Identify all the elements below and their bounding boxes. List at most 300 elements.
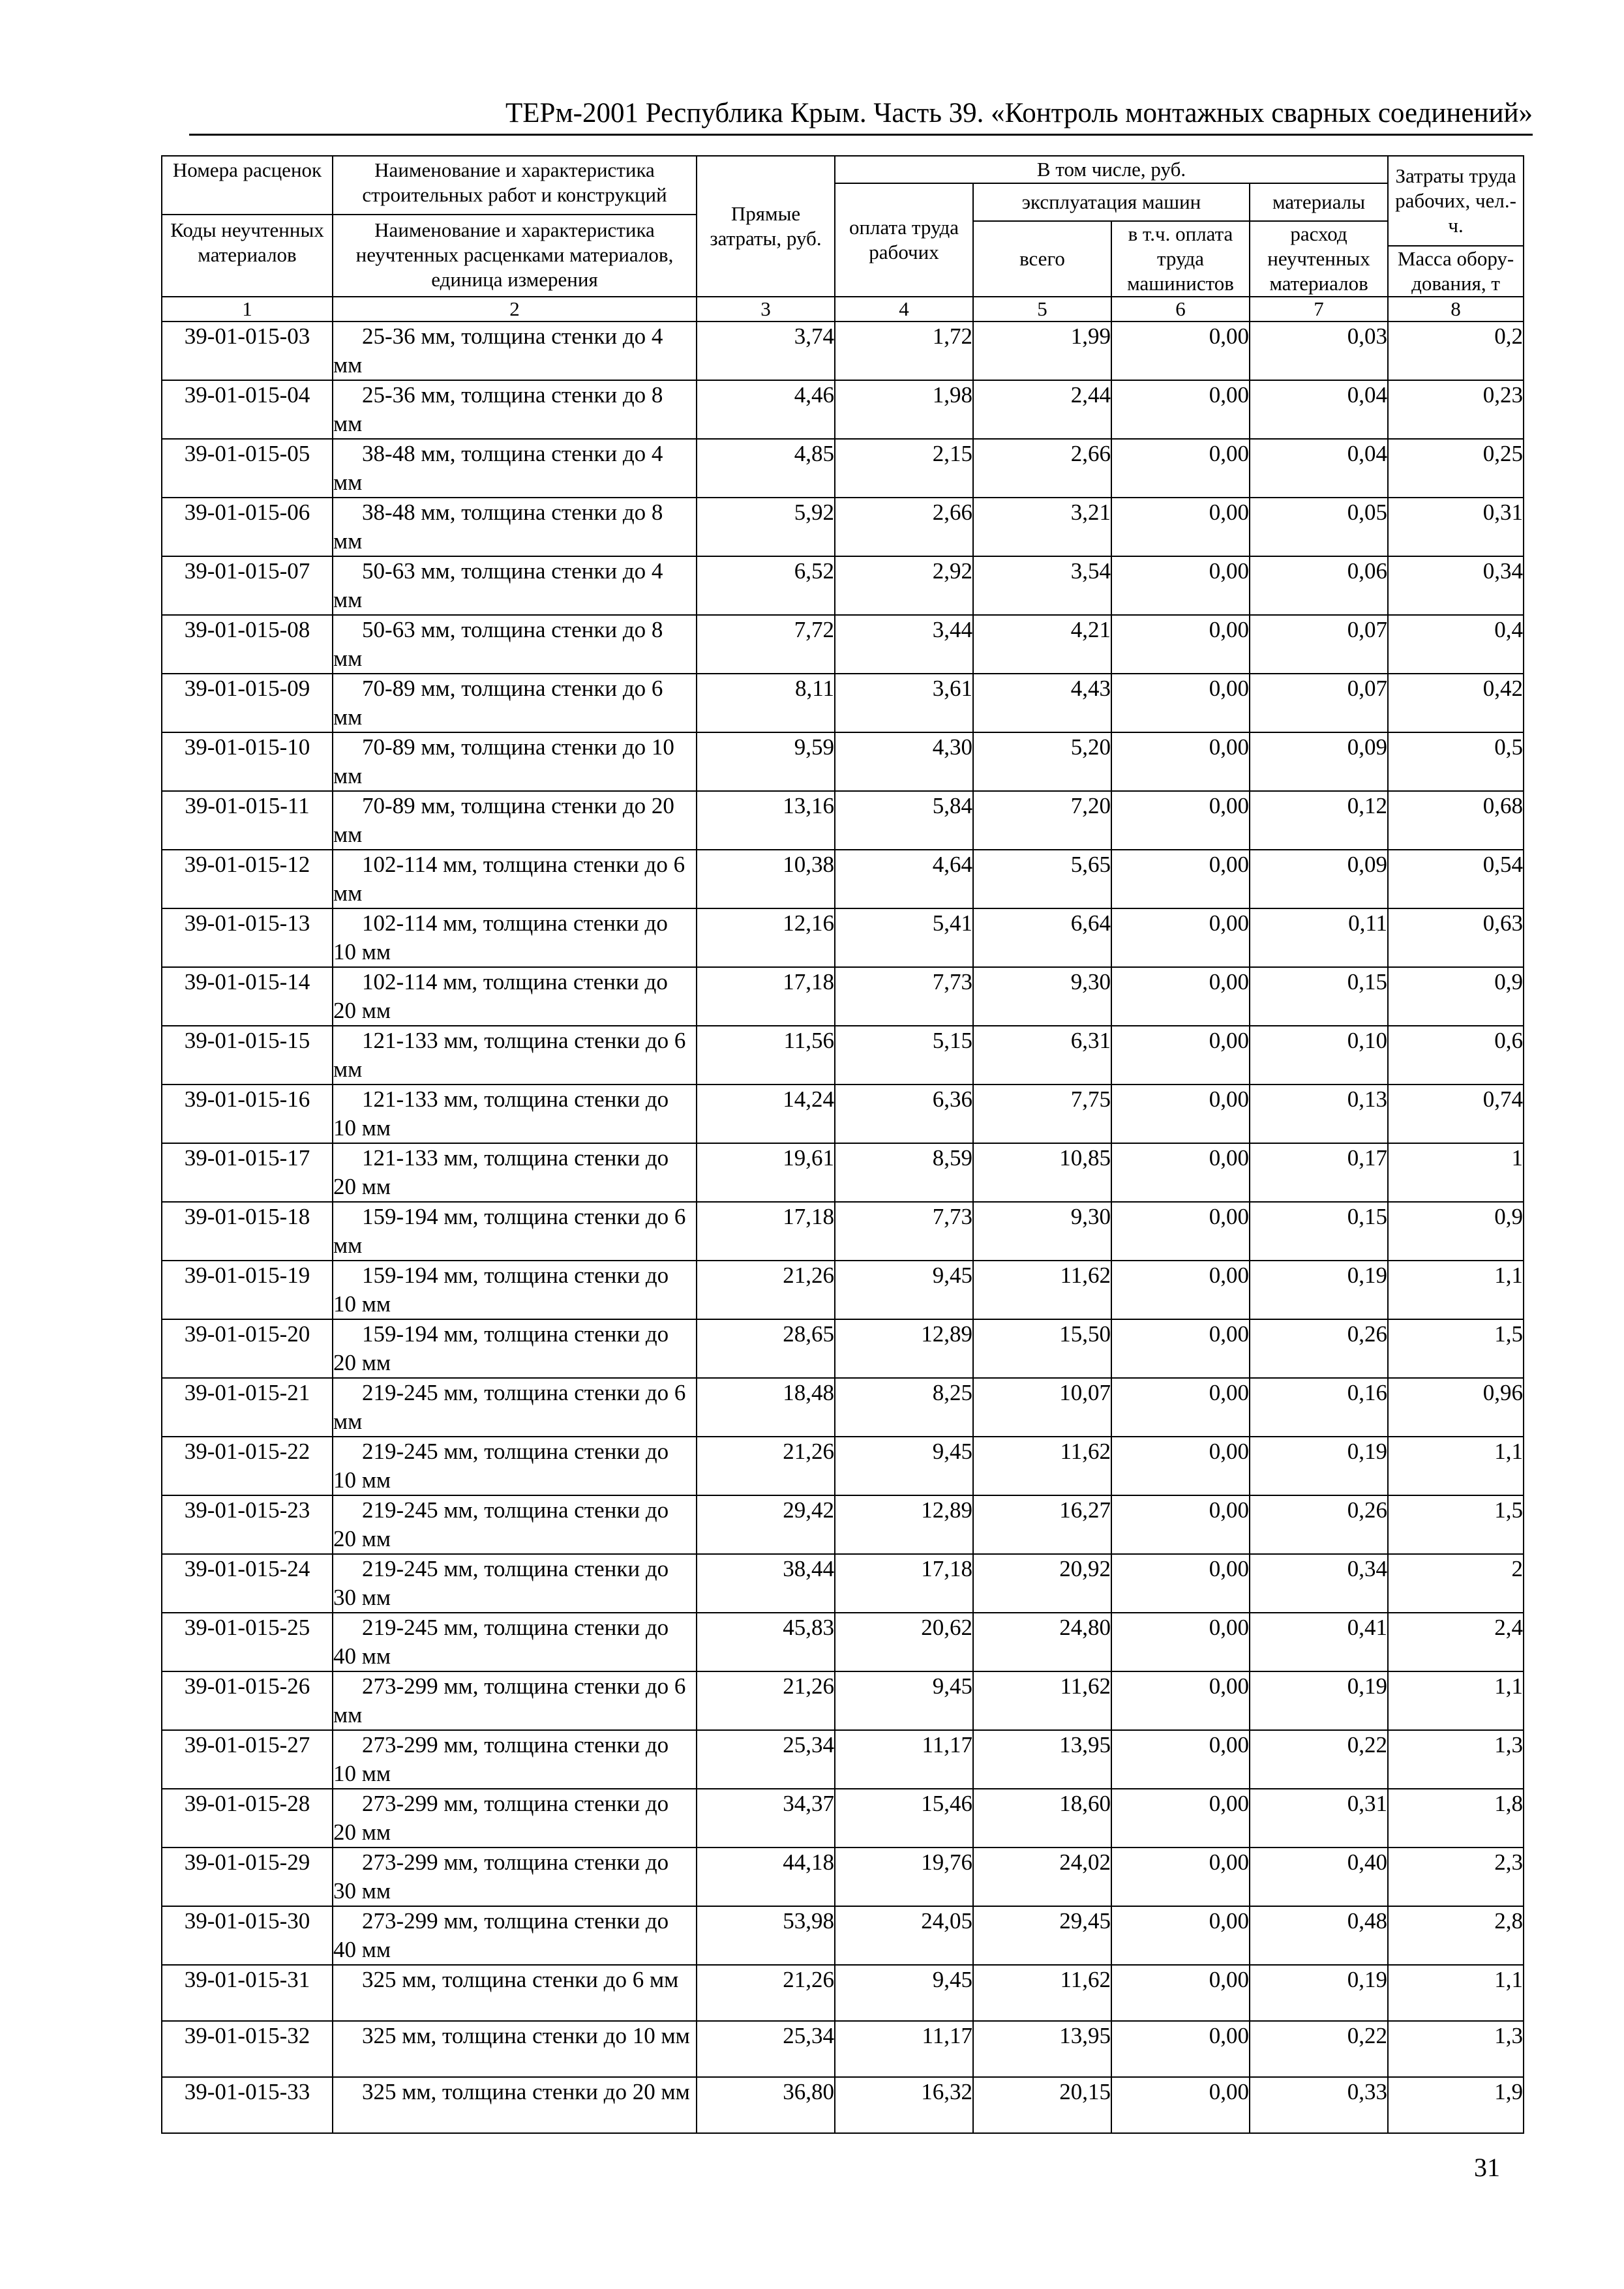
machines-total-value: 15,50 bbox=[973, 1319, 1111, 1378]
labor-pay-value: 1,98 bbox=[835, 380, 973, 439]
header-material-name: Наименование и характеристика неучтенных расценками материалов, единица измерения bbox=[355, 218, 674, 291]
rate-description: 273-299 мм, толщина стенки до 6 мм bbox=[333, 1671, 697, 1730]
labor-hours-value: 1,5 bbox=[1388, 1495, 1524, 1554]
direct-costs-value: 53,98 bbox=[697, 1906, 835, 1965]
labor-pay-value: 8,25 bbox=[835, 1378, 973, 1437]
table-row bbox=[162, 1026, 1524, 1085]
labor-hours-value: 1 bbox=[1388, 1143, 1524, 1202]
rate-code: 39-01-015-04 bbox=[162, 380, 333, 439]
direct-costs-value: 21,26 bbox=[697, 1437, 835, 1495]
table-row bbox=[162, 1202, 1524, 1261]
machines-total-value: 10,07 bbox=[973, 1378, 1111, 1437]
labor-pay-value: 3,61 bbox=[835, 674, 973, 732]
labor-hours-value: 1,1 bbox=[1388, 1965, 1524, 2021]
table-row bbox=[162, 1143, 1524, 1202]
materials-value: 0,04 bbox=[1250, 439, 1388, 498]
page-header-title: ТЕРм-2001 Республика Крым. Часть 39. «Контроль монтажных сварных соединений» bbox=[505, 98, 1533, 128]
machines-operators-value: 0,00 bbox=[1111, 1319, 1250, 1378]
header-equipment-mass: Масса обору-дования, т bbox=[1388, 246, 1524, 297]
labor-hours-value: 0,42 bbox=[1388, 674, 1524, 732]
labor-pay-value: 11,17 bbox=[835, 1730, 973, 1789]
labor-pay-value: 12,89 bbox=[835, 1495, 973, 1554]
machines-operators-value: 0,00 bbox=[1111, 380, 1250, 439]
direct-costs-value: 18,48 bbox=[697, 1378, 835, 1437]
machines-total-value: 11,62 bbox=[973, 1437, 1111, 1495]
machines-total-value: 24,80 bbox=[973, 1613, 1111, 1671]
machines-operators-value: 0,00 bbox=[1111, 1965, 1250, 2021]
machines-total-value: 3,21 bbox=[973, 498, 1111, 556]
labor-pay-value: 6,36 bbox=[835, 1085, 973, 1143]
direct-costs-value: 3,74 bbox=[697, 322, 835, 380]
rate-description: 70-89 мм, толщина стенки до 6 мм bbox=[333, 674, 697, 732]
labor-pay-value: 2,15 bbox=[835, 439, 973, 498]
machines-total-value: 9,30 bbox=[973, 967, 1111, 1026]
rate-code: 39-01-015-33 bbox=[162, 2077, 333, 2133]
rate-description: 273-299 мм, толщина стенки до 40 мм bbox=[333, 1906, 697, 1965]
machines-total-value: 9,30 bbox=[973, 1202, 1111, 1261]
rate-code: 39-01-015-06 bbox=[162, 498, 333, 556]
labor-hours-value: 2 bbox=[1388, 1554, 1524, 1613]
labor-pay-value: 24,05 bbox=[835, 1906, 973, 1965]
direct-costs-value: 19,61 bbox=[697, 1143, 835, 1202]
direct-costs-value: 45,83 bbox=[697, 1613, 835, 1671]
direct-costs-value: 8,11 bbox=[697, 674, 835, 732]
machines-operators-value: 0,00 bbox=[1111, 1495, 1250, 1554]
rate-description: 102-114 мм, толщина стенки до 20 мм bbox=[333, 967, 697, 1026]
header-col-2 bbox=[333, 156, 697, 297]
rate-code: 39-01-015-26 bbox=[162, 1671, 333, 1730]
materials-value: 0,40 bbox=[1250, 1848, 1388, 1906]
labor-hours-value: 0,23 bbox=[1388, 380, 1524, 439]
table-row bbox=[162, 732, 1524, 791]
direct-costs-value: 36,80 bbox=[697, 2077, 835, 2133]
machines-operators-value: 0,00 bbox=[1111, 556, 1250, 615]
table-row bbox=[162, 850, 1524, 908]
machines-total-value: 11,62 bbox=[973, 1261, 1111, 1319]
machines-operators-value: 0,00 bbox=[1111, 1671, 1250, 1730]
rate-description: 38-48 мм, толщина стенки до 8 мм bbox=[333, 498, 697, 556]
machines-operators-value: 0,00 bbox=[1111, 1730, 1250, 1789]
header-rate-numbers: Номера расценок bbox=[162, 157, 332, 215]
machines-operators-value: 0,00 bbox=[1111, 1202, 1250, 1261]
rate-description: 102-114 мм, толщина стенки до 10 мм bbox=[333, 908, 697, 967]
direct-costs-value: 6,52 bbox=[697, 556, 835, 615]
labor-pay-value: 5,41 bbox=[835, 908, 973, 967]
materials-value: 0,19 bbox=[1250, 1261, 1388, 1319]
direct-costs-value: 4,46 bbox=[697, 380, 835, 439]
materials-value: 0,33 bbox=[1250, 2077, 1388, 2133]
table-row bbox=[162, 967, 1524, 1026]
materials-value: 0,22 bbox=[1250, 1730, 1388, 1789]
labor-pay-value: 1,72 bbox=[835, 322, 973, 380]
rate-code: 39-01-015-08 bbox=[162, 615, 333, 674]
table-row bbox=[162, 1437, 1524, 1495]
rate-code: 39-01-015-29 bbox=[162, 1848, 333, 1906]
labor-pay-value: 5,84 bbox=[835, 791, 973, 850]
labor-pay-value: 7,73 bbox=[835, 1202, 973, 1261]
direct-costs-value: 13,16 bbox=[697, 791, 835, 850]
machines-total-value: 2,44 bbox=[973, 380, 1111, 439]
direct-costs-value: 28,65 bbox=[697, 1319, 835, 1378]
direct-costs-value: 25,34 bbox=[697, 2021, 835, 2077]
column-number: 1 bbox=[162, 297, 333, 322]
column-number: 6 bbox=[1111, 297, 1250, 322]
table-row bbox=[162, 1554, 1524, 1613]
machines-operators-value: 0,00 bbox=[1111, 1789, 1250, 1848]
labor-pay-value: 2,66 bbox=[835, 498, 973, 556]
rates-table bbox=[161, 155, 1524, 2134]
labor-pay-value: 9,45 bbox=[835, 1965, 973, 2021]
materials-value: 0,05 bbox=[1250, 498, 1388, 556]
column-number: 8 bbox=[1388, 297, 1524, 322]
machines-total-value: 1,99 bbox=[973, 322, 1111, 380]
materials-value: 0,19 bbox=[1250, 1671, 1388, 1730]
header-materials-consumption: расход неучтенных материалов bbox=[1250, 221, 1388, 297]
direct-costs-value: 38,44 bbox=[697, 1554, 835, 1613]
labor-pay-value: 16,32 bbox=[835, 2077, 973, 2133]
machines-total-value: 10,85 bbox=[973, 1143, 1111, 1202]
direct-costs-value: 10,38 bbox=[697, 850, 835, 908]
machines-operators-value: 0,00 bbox=[1111, 439, 1250, 498]
labor-pay-value: 5,15 bbox=[835, 1026, 973, 1085]
rate-description: 325 мм, толщина стенки до 6 мм bbox=[333, 1965, 697, 2021]
labor-pay-value: 3,44 bbox=[835, 615, 973, 674]
table-row bbox=[162, 322, 1524, 380]
machines-total-value: 4,21 bbox=[973, 615, 1111, 674]
machines-total-value: 4,43 bbox=[973, 674, 1111, 732]
labor-pay-value: 2,92 bbox=[835, 556, 973, 615]
materials-value: 0,03 bbox=[1250, 322, 1388, 380]
rate-description: 273-299 мм, толщина стенки до 30 мм bbox=[333, 1848, 697, 1906]
rate-code: 39-01-015-13 bbox=[162, 908, 333, 967]
header-materials: материалы bbox=[1250, 183, 1388, 221]
labor-hours-value: 0,31 bbox=[1388, 498, 1524, 556]
machines-operators-value: 0,00 bbox=[1111, 1378, 1250, 1437]
header-rule bbox=[189, 134, 1533, 136]
rate-description: 121-133 мм, толщина стенки до 6 мм bbox=[333, 1026, 697, 1085]
header-machines-operators: в т.ч. оплата труда машинистов bbox=[1111, 221, 1250, 297]
materials-value: 0,11 bbox=[1250, 908, 1388, 967]
rate-code: 39-01-015-09 bbox=[162, 674, 333, 732]
labor-hours-value: 1,8 bbox=[1388, 1789, 1524, 1848]
labor-pay-value: 9,45 bbox=[835, 1671, 973, 1730]
rate-code: 39-01-015-32 bbox=[162, 2021, 333, 2077]
machines-operators-value: 0,00 bbox=[1111, 791, 1250, 850]
materials-value: 0,15 bbox=[1250, 967, 1388, 1026]
labor-hours-value: 0,68 bbox=[1388, 791, 1524, 850]
page-number: 31 bbox=[1474, 2153, 1500, 2182]
labor-pay-value: 9,45 bbox=[835, 1261, 973, 1319]
header-machines-total: всего bbox=[973, 221, 1111, 297]
rate-description: 50-63 мм, толщина стенки до 8 мм bbox=[333, 615, 697, 674]
machines-total-value: 7,20 bbox=[973, 791, 1111, 850]
header-including: В том числе, руб. bbox=[835, 156, 1388, 183]
labor-pay-value: 9,45 bbox=[835, 1437, 973, 1495]
labor-hours-value: 1,1 bbox=[1388, 1671, 1524, 1730]
rate-code: 39-01-015-17 bbox=[162, 1143, 333, 1202]
materials-value: 0,06 bbox=[1250, 556, 1388, 615]
direct-costs-value: 29,42 bbox=[697, 1495, 835, 1554]
machines-operators-value: 0,00 bbox=[1111, 1085, 1250, 1143]
table-body bbox=[162, 322, 1524, 2133]
machines-total-value: 7,75 bbox=[973, 1085, 1111, 1143]
materials-value: 0,16 bbox=[1250, 1378, 1388, 1437]
machines-total-value: 20,15 bbox=[973, 2077, 1111, 2133]
rate-code: 39-01-015-11 bbox=[162, 791, 333, 850]
rate-description: 159-194 мм, толщина стенки до 6 мм bbox=[333, 1202, 697, 1261]
table-row bbox=[162, 1085, 1524, 1143]
machines-operators-value: 0,00 bbox=[1111, 967, 1250, 1026]
direct-costs-value: 7,72 bbox=[697, 615, 835, 674]
labor-pay-value: 17,18 bbox=[835, 1554, 973, 1613]
machines-operators-value: 0,00 bbox=[1111, 2077, 1250, 2133]
machines-total-value: 24,02 bbox=[973, 1848, 1111, 1906]
machines-total-value: 11,62 bbox=[973, 1671, 1111, 1730]
materials-value: 0,31 bbox=[1250, 1789, 1388, 1848]
materials-value: 0,15 bbox=[1250, 1202, 1388, 1261]
rate-code: 39-01-015-30 bbox=[162, 1906, 333, 1965]
machines-total-value: 5,65 bbox=[973, 850, 1111, 908]
materials-value: 0,04 bbox=[1250, 380, 1388, 439]
rate-description: 325 мм, толщина стенки до 10 мм bbox=[333, 2021, 697, 2077]
table-header bbox=[162, 156, 1524, 322]
rate-code: 39-01-015-15 bbox=[162, 1026, 333, 1085]
labor-pay-value: 12,89 bbox=[835, 1319, 973, 1378]
labor-hours-value: 0,6 bbox=[1388, 1026, 1524, 1085]
machines-total-value: 6,31 bbox=[973, 1026, 1111, 1085]
rate-description: 25-36 мм, толщина стенки до 8 мм bbox=[333, 380, 697, 439]
machines-operators-value: 0,00 bbox=[1111, 1261, 1250, 1319]
direct-costs-value: 17,18 bbox=[697, 1202, 835, 1261]
machines-total-value: 3,54 bbox=[973, 556, 1111, 615]
materials-value: 0,07 bbox=[1250, 674, 1388, 732]
materials-value: 0,09 bbox=[1250, 850, 1388, 908]
table-row bbox=[162, 1613, 1524, 1671]
rate-description: 159-194 мм, толщина стенки до 10 мм bbox=[333, 1261, 697, 1319]
rate-code: 39-01-015-19 bbox=[162, 1261, 333, 1319]
table-row bbox=[162, 1906, 1524, 1965]
header-labor-costs: Затраты труда рабочих, чел.-ч. bbox=[1388, 156, 1524, 246]
machines-operators-value: 0,00 bbox=[1111, 615, 1250, 674]
header-col-1 bbox=[162, 156, 333, 297]
header-direct-costs: Прямые затраты, руб. bbox=[697, 156, 835, 297]
materials-value: 0,41 bbox=[1250, 1613, 1388, 1671]
rate-description: 50-63 мм, толщина стенки до 4 мм bbox=[333, 556, 697, 615]
machines-operators-value: 0,00 bbox=[1111, 1026, 1250, 1085]
materials-value: 0,19 bbox=[1250, 1965, 1388, 2021]
column-number: 7 bbox=[1250, 297, 1388, 322]
machines-operators-value: 0,00 bbox=[1111, 732, 1250, 791]
labor-hours-value: 0,25 bbox=[1388, 439, 1524, 498]
machines-operators-value: 0,00 bbox=[1111, 2021, 1250, 2077]
materials-value: 0,09 bbox=[1250, 732, 1388, 791]
rate-code: 39-01-015-21 bbox=[162, 1378, 333, 1437]
machines-operators-value: 0,00 bbox=[1111, 850, 1250, 908]
rate-description: 159-194 мм, толщина стенки до 20 мм bbox=[333, 1319, 697, 1378]
materials-value: 0,10 bbox=[1250, 1026, 1388, 1085]
machines-operators-value: 0,00 bbox=[1111, 1906, 1250, 1965]
machines-total-value: 29,45 bbox=[973, 1906, 1111, 1965]
machines-operators-value: 0,00 bbox=[1111, 1613, 1250, 1671]
machines-total-value: 16,27 bbox=[973, 1495, 1111, 1554]
direct-costs-value: 25,34 bbox=[697, 1730, 835, 1789]
machines-operators-value: 0,00 bbox=[1111, 1143, 1250, 1202]
labor-hours-value: 0,4 bbox=[1388, 615, 1524, 674]
machines-total-value: 11,62 bbox=[973, 1965, 1111, 2021]
rate-description: 121-133 мм, толщина стенки до 20 мм bbox=[333, 1143, 697, 1202]
header-material-codes: Коды неучтенных материалов bbox=[170, 218, 324, 266]
rate-description: 70-89 мм, толщина стенки до 20 мм bbox=[333, 791, 697, 850]
labor-pay-value: 7,73 bbox=[835, 967, 973, 1026]
rate-description: 121-133 мм, толщина стенки до 10 мм bbox=[333, 1085, 697, 1143]
labor-hours-value: 0,34 bbox=[1388, 556, 1524, 615]
rate-description: 325 мм, толщина стенки до 20 мм bbox=[333, 2077, 697, 2133]
rate-code: 39-01-015-14 bbox=[162, 967, 333, 1026]
labor-hours-value: 0,63 bbox=[1388, 908, 1524, 967]
direct-costs-value: 17,18 bbox=[697, 967, 835, 1026]
rate-description: 219-245 мм, толщина стенки до 10 мм bbox=[333, 1437, 697, 1495]
labor-hours-value: 0,9 bbox=[1388, 967, 1524, 1026]
materials-value: 0,34 bbox=[1250, 1554, 1388, 1613]
rate-code: 39-01-015-10 bbox=[162, 732, 333, 791]
rate-description: 219-245 мм, толщина стенки до 20 мм bbox=[333, 1495, 697, 1554]
table-row bbox=[162, 1789, 1524, 1848]
direct-costs-value: 5,92 bbox=[697, 498, 835, 556]
table-row bbox=[162, 1261, 1524, 1319]
labor-hours-value: 1,1 bbox=[1388, 1261, 1524, 1319]
labor-hours-value: 2,4 bbox=[1388, 1613, 1524, 1671]
labor-hours-value: 1,3 bbox=[1388, 1730, 1524, 1789]
labor-pay-value: 8,59 bbox=[835, 1143, 973, 1202]
table-row bbox=[162, 615, 1524, 674]
header-work-name: Наименование и характеристика строительных работ и конструкций bbox=[333, 157, 696, 215]
rate-code: 39-01-015-25 bbox=[162, 1613, 333, 1671]
rate-description: 102-114 мм, толщина стенки до 6 мм bbox=[333, 850, 697, 908]
column-number: 2 bbox=[333, 297, 697, 322]
direct-costs-value: 21,26 bbox=[697, 1671, 835, 1730]
labor-hours-value: 1,1 bbox=[1388, 1437, 1524, 1495]
rate-code: 39-01-015-27 bbox=[162, 1730, 333, 1789]
machines-total-value: 13,95 bbox=[973, 1730, 1111, 1789]
rate-description: 219-245 мм, толщина стенки до 6 мм bbox=[333, 1378, 697, 1437]
labor-pay-value: 15,46 bbox=[835, 1789, 973, 1848]
machines-operators-value: 0,00 bbox=[1111, 322, 1250, 380]
labor-pay-value: 19,76 bbox=[835, 1848, 973, 1906]
table-row bbox=[162, 1378, 1524, 1437]
column-number: 3 bbox=[697, 297, 835, 322]
direct-costs-value: 44,18 bbox=[697, 1848, 835, 1906]
labor-hours-value: 1,9 bbox=[1388, 2077, 1524, 2133]
labor-pay-value: 4,64 bbox=[835, 850, 973, 908]
machines-operators-value: 0,00 bbox=[1111, 674, 1250, 732]
rate-description: 273-299 мм, толщина стенки до 10 мм bbox=[333, 1730, 697, 1789]
rate-code: 39-01-015-05 bbox=[162, 439, 333, 498]
labor-pay-value: 4,30 bbox=[835, 732, 973, 791]
rate-code: 39-01-015-22 bbox=[162, 1437, 333, 1495]
table-row bbox=[162, 908, 1524, 967]
table-row bbox=[162, 1730, 1524, 1789]
table-row bbox=[162, 380, 1524, 439]
table-row bbox=[162, 791, 1524, 850]
rate-code: 39-01-015-07 bbox=[162, 556, 333, 615]
rate-code: 39-01-015-28 bbox=[162, 1789, 333, 1848]
table-row bbox=[162, 674, 1524, 732]
labor-hours-value: 0,74 bbox=[1388, 1085, 1524, 1143]
machines-total-value: 2,66 bbox=[973, 439, 1111, 498]
materials-value: 0,19 bbox=[1250, 1437, 1388, 1495]
direct-costs-value: 4,85 bbox=[697, 439, 835, 498]
machines-operators-value: 0,00 bbox=[1111, 1437, 1250, 1495]
header-machines: эксплуатация машин bbox=[973, 183, 1250, 221]
column-number: 4 bbox=[835, 297, 973, 322]
labor-hours-value: 0,2 bbox=[1388, 322, 1524, 380]
table-row bbox=[162, 498, 1524, 556]
labor-hours-value: 2,8 bbox=[1388, 1906, 1524, 1965]
rate-description: 25-36 мм, толщина стенки до 4 мм bbox=[333, 322, 697, 380]
table-row bbox=[162, 2077, 1524, 2133]
rate-code: 39-01-015-24 bbox=[162, 1554, 333, 1613]
materials-value: 0,48 bbox=[1250, 1906, 1388, 1965]
direct-costs-value: 12,16 bbox=[697, 908, 835, 967]
labor-hours-value: 2,3 bbox=[1388, 1848, 1524, 1906]
materials-value: 0,12 bbox=[1250, 791, 1388, 850]
labor-hours-value: 0,96 bbox=[1388, 1378, 1524, 1437]
materials-value: 0,26 bbox=[1250, 1495, 1388, 1554]
labor-hours-value: 0,9 bbox=[1388, 1202, 1524, 1261]
column-number: 5 bbox=[973, 297, 1111, 322]
materials-value: 0,26 bbox=[1250, 1319, 1388, 1378]
direct-costs-value: 21,26 bbox=[697, 1965, 835, 2021]
direct-costs-value: 9,59 bbox=[697, 732, 835, 791]
table-row bbox=[162, 2021, 1524, 2077]
machines-total-value: 6,64 bbox=[973, 908, 1111, 967]
table-row bbox=[162, 439, 1524, 498]
rate-code: 39-01-015-23 bbox=[162, 1495, 333, 1554]
rate-code: 39-01-015-03 bbox=[162, 322, 333, 380]
machines-total-value: 13,95 bbox=[973, 2021, 1111, 2077]
materials-value: 0,13 bbox=[1250, 1085, 1388, 1143]
rate-code: 39-01-015-20 bbox=[162, 1319, 333, 1378]
machines-operators-value: 0,00 bbox=[1111, 1554, 1250, 1613]
table-row bbox=[162, 1848, 1524, 1906]
machines-total-value: 5,20 bbox=[973, 732, 1111, 791]
header-labor-pay: оплата труда рабочих bbox=[835, 183, 973, 297]
rate-description: 219-245 мм, толщина стенки до 40 мм bbox=[333, 1613, 697, 1671]
table-row bbox=[162, 1671, 1524, 1730]
direct-costs-value: 21,26 bbox=[697, 1261, 835, 1319]
rate-code: 39-01-015-12 bbox=[162, 850, 333, 908]
machines-operators-value: 0,00 bbox=[1111, 908, 1250, 967]
rate-code: 39-01-015-31 bbox=[162, 1965, 333, 2021]
table-row bbox=[162, 1965, 1524, 2021]
table-row bbox=[162, 1495, 1524, 1554]
direct-costs-value: 14,24 bbox=[697, 1085, 835, 1143]
labor-pay-value: 20,62 bbox=[835, 1613, 973, 1671]
table-row bbox=[162, 556, 1524, 615]
labor-hours-value: 0,54 bbox=[1388, 850, 1524, 908]
machines-operators-value: 0,00 bbox=[1111, 1848, 1250, 1906]
direct-costs-value: 34,37 bbox=[697, 1789, 835, 1848]
machines-operators-value: 0,00 bbox=[1111, 498, 1250, 556]
machines-total-value: 20,92 bbox=[973, 1554, 1111, 1613]
machines-total-value: 18,60 bbox=[973, 1789, 1111, 1848]
rate-description: 273-299 мм, толщина стенки до 20 мм bbox=[333, 1789, 697, 1848]
materials-value: 0,22 bbox=[1250, 2021, 1388, 2077]
materials-value: 0,17 bbox=[1250, 1143, 1388, 1202]
labor-hours-value: 1,5 bbox=[1388, 1319, 1524, 1378]
rate-description: 38-48 мм, толщина стенки до 4 мм bbox=[333, 439, 697, 498]
rate-description: 219-245 мм, толщина стенки до 30 мм bbox=[333, 1554, 697, 1613]
